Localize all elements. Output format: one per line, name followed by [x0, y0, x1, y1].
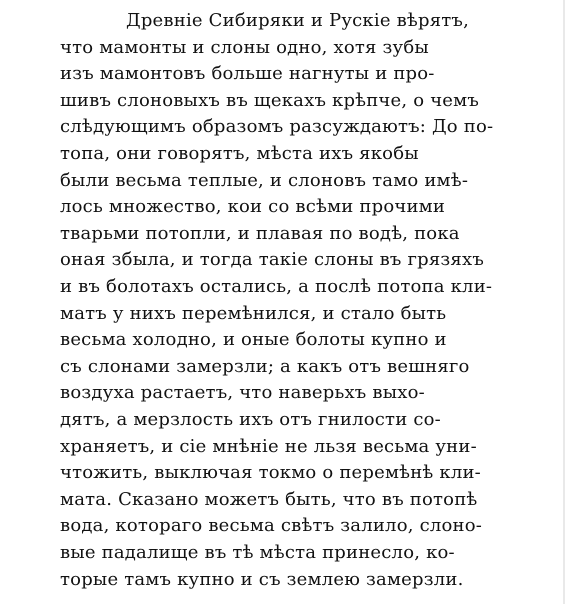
- text-line: съ слонами замерзли; а какъ отъ вешняго: [60, 355, 470, 377]
- text-line: Древніе Сибиряки и Рускіе вѣрятъ,: [126, 10, 470, 31]
- text-line: изъ мамонтовъ больше нагнуты и про-: [60, 63, 435, 85]
- text-line: храняетъ, и сіе мнѣніе не льзя весьма уни-: [60, 435, 477, 457]
- text-line: воздуха растаетъ, что наверьхъ выхо-: [60, 382, 425, 404]
- text-line: вода, котораго весьма свѣтъ залило, слоно-: [60, 515, 483, 537]
- text-line: чтожить, выключая токмо о перемѣнѣ кли-: [60, 462, 481, 484]
- text-line: дятъ, а мерзлость ихъ отъ гнилости со-: [60, 409, 441, 430]
- text-line: были весьма теплые, и слоновъ тамо имѣ-: [60, 169, 469, 191]
- text-line: оная збыла, и тогда такіе слоны въ грязяхъ: [60, 249, 484, 271]
- text-line: и въ болотахъ остались, а послѣ потопа кли-: [60, 276, 493, 297]
- text-line: матъ у нихъ перемѣнился, и стало быть: [60, 302, 447, 324]
- text-line: слѣдующимъ образомъ разсуждаютъ: До по-: [60, 116, 494, 138]
- text-line: лось множество, кои со всѣми прочими: [60, 196, 446, 218]
- text-line: весьма холодно, и оные болоты купно и: [60, 329, 447, 351]
- text-line: топа, они говорятъ, мѣста ихъ якобы: [60, 143, 419, 164]
- text-line: торые тамъ купно и съ землею замерзли.: [60, 568, 464, 590]
- text-line: тварьми потопли, и плавая по водѣ, пока: [60, 222, 460, 244]
- text-line: вые падалище въ тѣ мѣста принесло, ко-: [60, 542, 455, 563]
- text-line: шивъ слоновыхъ въ щекахъ крѣпче, о чемъ: [60, 89, 479, 111]
- text-line: что мамонты и слоны одно, хотя зубы: [60, 36, 429, 58]
- text-line: мата. Сказано можетъ быть, что въ потопѣ: [60, 488, 478, 510]
